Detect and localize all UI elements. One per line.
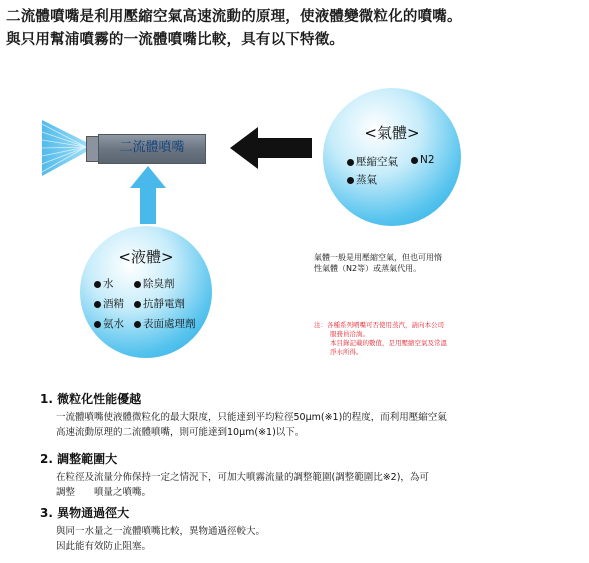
section-title: 2. 調整範圍大 — [40, 452, 118, 466]
intro-line-2: 與只用幫浦噴霧的一流體噴嘴比較，具有以下特徵。 — [6, 32, 345, 48]
bullet-icon — [94, 301, 101, 308]
gas-item: 壓縮空氣 — [347, 154, 398, 169]
liquid-title: <液體> — [118, 248, 174, 266]
liquid-circle — [80, 226, 212, 358]
warning-line: 本目錄記載的數值，是用壓縮空氣及常溫 — [330, 339, 447, 347]
bullet-icon — [94, 281, 101, 288]
bullet-icon — [411, 157, 418, 164]
blue-arrow-icon — [128, 164, 168, 226]
bullet-icon — [347, 159, 354, 166]
warning-note — [314, 321, 447, 357]
section-line: 因此能有效防止阻塞。 — [56, 541, 152, 552]
gas-note-line: 氣體一般是用壓縮空氣，但也可用惰 — [314, 253, 442, 262]
liquid-item: 氨水 — [94, 316, 124, 331]
intro-text — [6, 6, 586, 52]
section-line: 調整 噴量之噴嘴。 — [56, 487, 152, 498]
section-title: 3. 異物通過徑大 — [40, 506, 130, 520]
warning-line: 淨水所得。 — [330, 348, 363, 356]
section-line: 一流體噴嘴使液體微粒化的最大限度，只能達到平均粒徑50μm(※1)的程度，而利用壓縮空氣 — [56, 412, 447, 423]
gas-item: N2 — [411, 154, 435, 166]
liquid-item: 抗靜電劑 — [134, 296, 185, 311]
spray-fan-icon — [38, 118, 88, 178]
gas-note — [314, 252, 442, 274]
liquid-item: 表面處理劑 — [134, 316, 196, 331]
warning-line: 服務員洽詢。 — [330, 330, 369, 338]
gas-item: 蒸氣 — [347, 172, 377, 187]
bullet-icon — [134, 281, 141, 288]
nozzle-label: 二流體噴嘴 — [98, 134, 206, 164]
gas-title: <氣體> — [364, 124, 420, 142]
bullet-icon — [347, 177, 354, 184]
intro-line-1: 二流體噴嘴是利用壓縮空氣高速流動的原理，使液體變微粒化的噴嘴。 — [6, 9, 462, 25]
black-arrow-icon — [228, 125, 314, 171]
warning-line: 注：各種系列噴嘴可否使用蒸汽，請向本公司 — [314, 321, 444, 329]
liquid-item: 水 — [94, 276, 114, 291]
section-body — [56, 470, 429, 500]
gas-circle — [323, 88, 461, 226]
section-line: 高速流動原理的二流體噴嘴，則可能達到10μm(※1)以下。 — [56, 427, 305, 438]
section-body — [56, 524, 265, 554]
section-line: 與同一水量之一流體噴嘴比較，異物通過徑較大。 — [56, 526, 266, 537]
bullet-icon — [134, 301, 141, 308]
bullet-icon — [94, 321, 101, 328]
section-title: 1. 微粒化性能優越 — [40, 392, 142, 406]
section-body — [56, 410, 447, 440]
gas-note-line: 性氣體（N2等）或蒸氣代用。 — [314, 264, 422, 273]
liquid-item: 除臭劑 — [134, 276, 175, 291]
section-line: 在粒徑及流量分佈保持一定之情況下，可加大噴霧流量的調整範圍(調整範圍比※2)，為可 — [56, 472, 429, 483]
bullet-icon — [134, 321, 141, 328]
liquid-item: 酒精 — [94, 296, 124, 311]
